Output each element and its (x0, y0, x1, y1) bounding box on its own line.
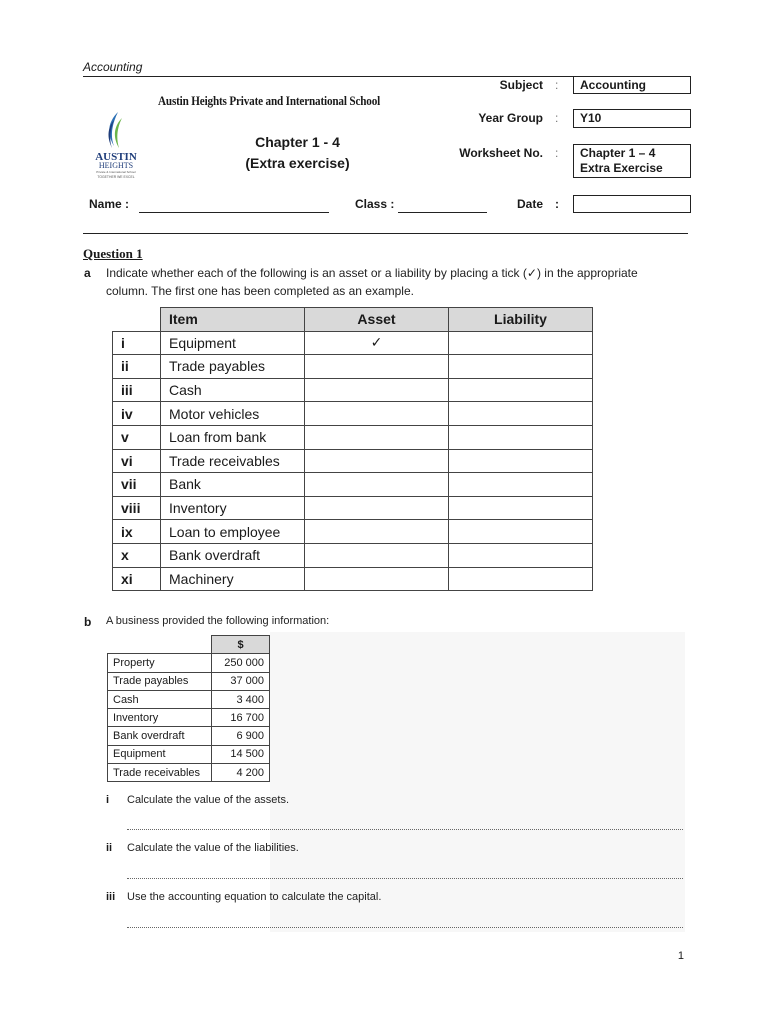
asset-cell[interactable]: ✓ (305, 331, 449, 355)
asset-cell[interactable] (305, 449, 449, 473)
year-group-field[interactable]: Y10 (573, 109, 691, 128)
row-item: Loan from bank (161, 425, 305, 449)
logo-text-austin: AUSTIN (95, 151, 137, 163)
asset-cell[interactable] (305, 355, 449, 379)
table-header-blank (113, 308, 161, 332)
asset-cell[interactable] (305, 378, 449, 402)
table-row (113, 520, 593, 544)
info-label: Trade payables (108, 672, 212, 690)
row-number: ix (113, 520, 161, 544)
row-number: iv (113, 402, 161, 426)
info-row (108, 709, 270, 727)
row-number: viii (113, 496, 161, 520)
table-row (113, 355, 593, 379)
table-row (113, 567, 593, 591)
row-number: xi (113, 567, 161, 591)
liability-cell[interactable] (449, 378, 593, 402)
chapter-title-line-2: (Extra exercise) (245, 155, 350, 171)
info-row (108, 690, 270, 708)
row-item: Motor vehicles (161, 402, 305, 426)
liability-cell[interactable] (449, 355, 593, 379)
part-b-letter: b (84, 615, 92, 629)
info-amount: 6 900 (212, 727, 270, 745)
info-label: Equipment (108, 745, 212, 763)
school-logo (84, 110, 148, 180)
table-header-liability: Liability (449, 308, 593, 332)
info-header-row (108, 636, 270, 654)
logo-text-heights: HEIGHTS (98, 161, 134, 170)
row-item: Trade receivables (161, 449, 305, 473)
row-item: Inventory (161, 496, 305, 520)
table-header-row (113, 308, 593, 332)
info-label: Cash (108, 690, 212, 708)
row-item: Bank (161, 473, 305, 497)
date-label: Date (517, 197, 544, 211)
table-header-asset: Asset (305, 308, 449, 332)
info-amount: 4 200 (212, 764, 270, 782)
worksheet-value-line-2: Extra Exercise (580, 161, 663, 175)
liability-cell[interactable] (449, 520, 593, 544)
subpart-i-text: Calculate the value of the assets. (127, 794, 290, 806)
subpart-iii-text: Use the accounting equation to calculate the capital. (127, 891, 382, 903)
question-title: Question 1 (83, 246, 143, 261)
info-row (108, 672, 270, 690)
row-number: i (113, 331, 161, 355)
row-number: vii (113, 473, 161, 497)
chapter-title (215, 132, 380, 174)
year-group-label: Year Group (478, 111, 543, 125)
row-item: Trade payables (161, 355, 305, 379)
worksheet-value-line-1: Chapter 1 – 4 (580, 146, 656, 160)
info-row (108, 745, 270, 763)
answer-line-ii[interactable] (127, 878, 683, 879)
liability-cell[interactable] (449, 567, 593, 591)
table-row (113, 496, 593, 520)
liability-cell[interactable] (449, 331, 593, 355)
info-label: Bank overdraft (108, 727, 212, 745)
header-bottom-rule (83, 233, 688, 234)
part-a-letter: a (84, 266, 91, 280)
class-field[interactable] (398, 212, 487, 213)
liability-cell[interactable] (449, 402, 593, 426)
logo-text-school: Private & International School (96, 170, 136, 174)
row-item: Bank overdraft (161, 543, 305, 567)
subject-label: Subject (499, 78, 543, 92)
info-amount: 37 000 (212, 672, 270, 690)
asset-cell[interactable] (305, 520, 449, 544)
name-label: Name : (89, 197, 130, 211)
asset-cell[interactable] (305, 473, 449, 497)
part-b-instruction: A business provided the following information: (106, 615, 330, 627)
subject-field[interactable]: Accounting (573, 76, 691, 94)
info-amount: 14 500 (212, 745, 270, 763)
table-row (113, 378, 593, 402)
info-amount: 250 000 (212, 654, 270, 672)
row-number: iii (113, 378, 161, 402)
row-number: vi (113, 449, 161, 473)
answer-area-background (270, 632, 685, 932)
liability-cell[interactable] (449, 543, 593, 567)
answer-line-iii[interactable] (127, 927, 683, 928)
info-amount: 16 700 (212, 709, 270, 727)
info-row (108, 764, 270, 782)
info-header-blank (108, 636, 212, 654)
part-a-instruction (106, 264, 696, 300)
info-header-currency: $ (212, 636, 270, 654)
table-row (113, 473, 593, 497)
year-group-colon: : (555, 111, 559, 125)
date-colon: : (555, 197, 559, 211)
row-item: Equipment (161, 331, 305, 355)
school-name: Austin Heights Private and International School (158, 93, 381, 108)
table-row (113, 402, 593, 426)
liability-cell[interactable] (449, 425, 593, 449)
business-info-table (107, 635, 270, 782)
liability-cell[interactable] (449, 496, 593, 520)
row-number: v (113, 425, 161, 449)
info-row (108, 654, 270, 672)
row-item: Machinery (161, 567, 305, 591)
asset-cell[interactable] (305, 425, 449, 449)
subpart-iii-number: iii (106, 891, 116, 903)
row-item: Cash (161, 378, 305, 402)
row-number: x (113, 543, 161, 567)
name-field[interactable] (139, 212, 329, 213)
info-label: Inventory (108, 709, 212, 727)
table-row (113, 449, 593, 473)
asset-cell[interactable] (305, 402, 449, 426)
logo-text-motto: TOGETHER WE EXCEL (97, 175, 135, 179)
worksheet-colon: : (555, 146, 559, 160)
asset-cell[interactable] (305, 567, 449, 591)
info-amount: 3 400 (212, 690, 270, 708)
table-row (113, 543, 593, 567)
class-label: Class : (355, 197, 395, 211)
subpart-ii-number: ii (106, 842, 113, 854)
answer-line-i[interactable] (127, 829, 683, 830)
worksheet-field[interactable] (573, 144, 691, 178)
subject-colon: : (555, 78, 559, 92)
running-head: Accounting (83, 60, 143, 74)
part-a-instruction-line-2: column. The first one has been completed as an example. (106, 284, 414, 298)
liability-cell[interactable] (449, 449, 593, 473)
chapter-title-line-1: Chapter 1 - 4 (255, 134, 340, 150)
asset-cell[interactable] (305, 543, 449, 567)
info-label: Trade receivables (108, 764, 212, 782)
row-number: ii (113, 355, 161, 379)
subpart-i-number: i (106, 794, 110, 806)
part-a-instruction-line-1: Indicate whether each of the following is an asset or a liability by placing a tick (✓) in the appropriate (106, 266, 638, 280)
subpart-ii-text: Calculate the value of the liabilities. (127, 842, 299, 854)
info-label: Property (108, 654, 212, 672)
page-number: 1 (677, 950, 684, 962)
table-header-item: Item (161, 308, 305, 332)
info-row (108, 727, 270, 745)
asset-cell[interactable] (305, 496, 449, 520)
asset-liability-table (112, 307, 593, 591)
row-item: Loan to employee (161, 520, 305, 544)
table-row (113, 331, 593, 355)
table-row (113, 425, 593, 449)
date-field[interactable] (573, 195, 691, 213)
liability-cell[interactable] (449, 473, 593, 497)
worksheet-label: Worksheet No. (459, 146, 543, 160)
